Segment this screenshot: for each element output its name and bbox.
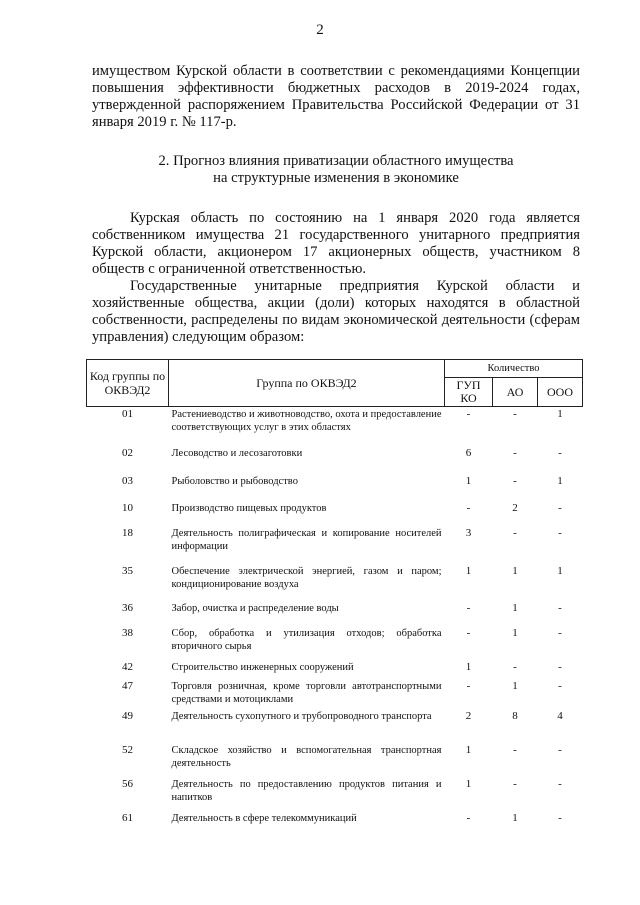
row-gup: 1 — [465, 564, 472, 577]
row-name: Деятельность в сфере телекоммуникаций — [171, 812, 357, 824]
table-row — [87, 447, 583, 475]
row-name: Производство пищевых продуктов — [171, 502, 327, 514]
row-code: 35 — [122, 564, 133, 577]
row-name: Обеспечение электрической энергией, газом и паром; кондиционирование воздуха — [171, 565, 442, 590]
table-row — [87, 407, 583, 447]
row-ooo: - — [558, 679, 562, 692]
row-ooo: - — [558, 660, 562, 673]
row-name: Рыболовство и рыбоводство — [171, 475, 298, 487]
row-ao: - — [513, 743, 517, 756]
row-gup: - — [466, 626, 471, 639]
row-ao: - — [513, 660, 517, 673]
row-ooo: 1 — [557, 474, 563, 487]
row-gup: 3 — [465, 526, 472, 539]
section-heading-line-2: на структурные изменения в экономике — [213, 170, 459, 186]
row-code: 38 — [122, 626, 133, 639]
row-gup: - — [466, 811, 471, 824]
row-gup: 1 — [465, 660, 472, 673]
body-paragraphs — [92, 210, 580, 346]
paragraph-ownership: Курская область по состоянию на 1 января 2020 года является собственником имущества 21 государственного унитарного предприятия Курской области, акционером 17 акционерных обществ, участником 8 обществ с ограниченной ответственностью. — [92, 210, 580, 277]
row-ooo: - — [558, 601, 562, 614]
row-ao: - — [513, 526, 517, 539]
row-ao: 1 — [512, 626, 518, 639]
row-ao: - — [513, 408, 517, 420]
row-ao: 2 — [512, 501, 518, 514]
row-name: Забор, очистка и распределение воды — [171, 602, 339, 614]
table-row — [87, 602, 583, 627]
row-code: 18 — [122, 526, 133, 539]
row-gup: - — [466, 501, 471, 514]
row-gup: 1 — [465, 474, 472, 487]
table-row — [87, 527, 583, 565]
row-ooo: 4 — [557, 709, 563, 722]
intro-paragraph-block — [92, 63, 580, 131]
table-row — [87, 475, 583, 502]
row-name: Сбор, обработка и утилизация отходов; обработка вторичного сырья — [171, 627, 442, 652]
row-ooo: 1 — [557, 408, 563, 420]
table-row — [87, 710, 583, 744]
okved-table — [86, 359, 583, 832]
table-row — [87, 502, 583, 527]
row-code: 36 — [122, 601, 133, 614]
row-name: Складское хозяйство и вспомогательная транспортная деятельность — [171, 744, 442, 769]
row-name: Растениеводство и животноводство, охота и предоставление соответствующих услуг в этих областях — [171, 409, 442, 433]
row-code: 56 — [122, 777, 133, 790]
row-name: Строительство инженерных сооружений — [171, 661, 354, 673]
row-name: Деятельность по предоставлению продуктов питания и напитков — [171, 778, 442, 803]
row-ao: 8 — [512, 709, 518, 722]
row-ooo: - — [558, 446, 562, 459]
row-code: 10 — [122, 501, 133, 514]
row-code: 52 — [122, 743, 133, 756]
row-code: 42 — [122, 660, 133, 673]
header-quantity: Количество — [445, 360, 583, 378]
row-ooo: - — [558, 526, 562, 539]
row-ooo: - — [558, 777, 562, 790]
row-ooo: - — [558, 743, 562, 756]
row-ooo: - — [558, 501, 562, 514]
table-row — [87, 565, 583, 602]
row-ao: - — [513, 446, 517, 459]
row-gup: - — [466, 601, 471, 614]
row-gup: 2 — [465, 709, 472, 722]
row-ooo: - — [558, 811, 562, 824]
table-row — [87, 680, 583, 710]
table-row — [87, 812, 583, 832]
row-name: Деятельность полиграфическая и копирование носителей информации — [171, 527, 442, 552]
header-code: Код группы по ОКВЭД2 — [87, 360, 169, 407]
row-code: 03 — [122, 474, 133, 487]
row-ao: - — [513, 777, 517, 790]
header-ooo: ООО — [538, 378, 583, 407]
row-ao: 1 — [512, 564, 518, 577]
table-row — [87, 661, 583, 680]
row-code: 02 — [122, 446, 133, 459]
row-ao: - — [513, 474, 517, 487]
intro-paragraph: имуществом Курской области в соответствии с рекомендациями Концепции повышения эффективности бюджетных расходов в 2019-2024 годах, утвержденной распоряжением Правительства Российской Федерации от 31 января 2019 г. № 117-р. — [92, 63, 580, 130]
section-heading-line-1: 2. Прогноз влияния приватизации областного имущества — [158, 153, 514, 169]
row-ao: 1 — [512, 679, 518, 692]
header-gup: ГУП КО — [445, 378, 493, 407]
row-code: 49 — [122, 709, 133, 722]
header-ao: АО — [493, 378, 538, 407]
section-heading — [92, 153, 580, 187]
row-ooo: 1 — [557, 564, 563, 577]
header-group: Группа по ОКВЭД2 — [169, 360, 445, 407]
row-code: 01 — [122, 408, 133, 420]
row-ooo: - — [558, 626, 562, 639]
row-gup: - — [466, 408, 471, 420]
row-ao: 1 — [512, 811, 518, 824]
row-gup: 1 — [465, 777, 472, 790]
table-row — [87, 627, 583, 661]
row-ao: 1 — [512, 601, 518, 614]
row-name: Лесоводство и лесозаготовки — [171, 447, 303, 459]
row-name: Деятельность сухопутного и трубопроводного транспорта — [171, 710, 432, 722]
table-row — [87, 744, 583, 778]
page-number: 2 — [316, 22, 324, 38]
table-row — [87, 778, 583, 812]
row-code: 61 — [122, 811, 133, 824]
row-gup: 1 — [465, 743, 472, 756]
row-gup: 6 — [465, 446, 472, 459]
row-name: Торговля розничная, кроме торговли автотранспортными средствами и мотоциклами — [171, 680, 442, 705]
paragraph-distribution: Государственные унитарные предприятия Курской области и хозяйственные общества, акции (доли) которых находятся в областной собственности, распределены по видам экономической деятельности (сферам управления) следующим образом: — [92, 278, 580, 345]
row-gup: - — [466, 679, 471, 692]
row-code: 47 — [122, 679, 133, 692]
